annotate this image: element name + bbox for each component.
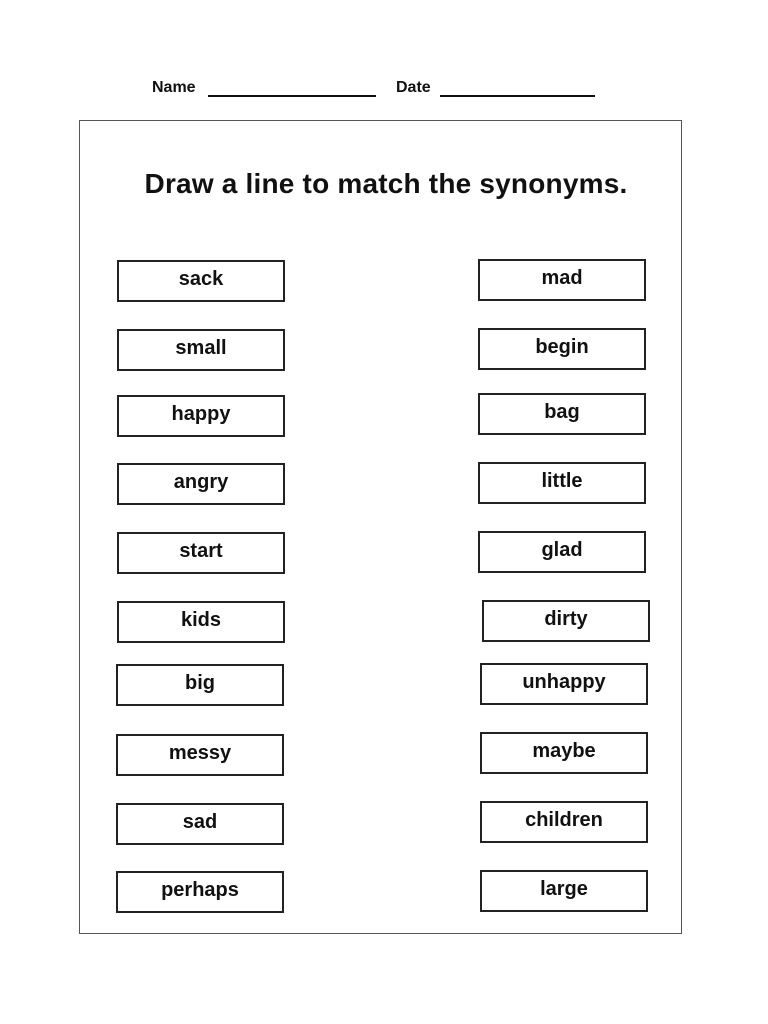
right-word-box[interactable]: begin: [478, 328, 646, 370]
left-word-box[interactable]: angry: [117, 463, 285, 505]
left-word-box[interactable]: happy: [117, 395, 285, 437]
right-word-box[interactable]: large: [480, 870, 648, 912]
name-date-header: [0, 78, 768, 102]
right-word-box[interactable]: dirty: [482, 600, 650, 642]
left-word-box[interactable]: big: [116, 664, 284, 706]
right-word-box[interactable]: mad: [478, 259, 646, 301]
name-label: Name: [152, 79, 196, 96]
right-word-box[interactable]: children: [480, 801, 648, 843]
left-word-box[interactable]: kids: [117, 601, 285, 643]
right-word-box[interactable]: little: [478, 462, 646, 504]
date-blank-line[interactable]: [440, 95, 595, 97]
left-word-box[interactable]: sack: [117, 260, 285, 302]
right-word-box[interactable]: glad: [478, 531, 646, 573]
right-word-box[interactable]: bag: [478, 393, 646, 435]
worksheet-title: Draw a line to match the synonyms.: [144, 168, 628, 199]
name-blank-line[interactable]: [208, 95, 376, 97]
left-word-box[interactable]: small: [117, 329, 285, 371]
left-word-box[interactable]: messy: [116, 734, 284, 776]
date-label: Date: [396, 79, 431, 96]
left-word-box[interactable]: start: [117, 532, 285, 574]
right-word-box[interactable]: unhappy: [480, 663, 648, 705]
left-word-box[interactable]: perhaps: [116, 871, 284, 913]
right-word-box[interactable]: maybe: [480, 732, 648, 774]
left-word-box[interactable]: sad: [116, 803, 284, 845]
